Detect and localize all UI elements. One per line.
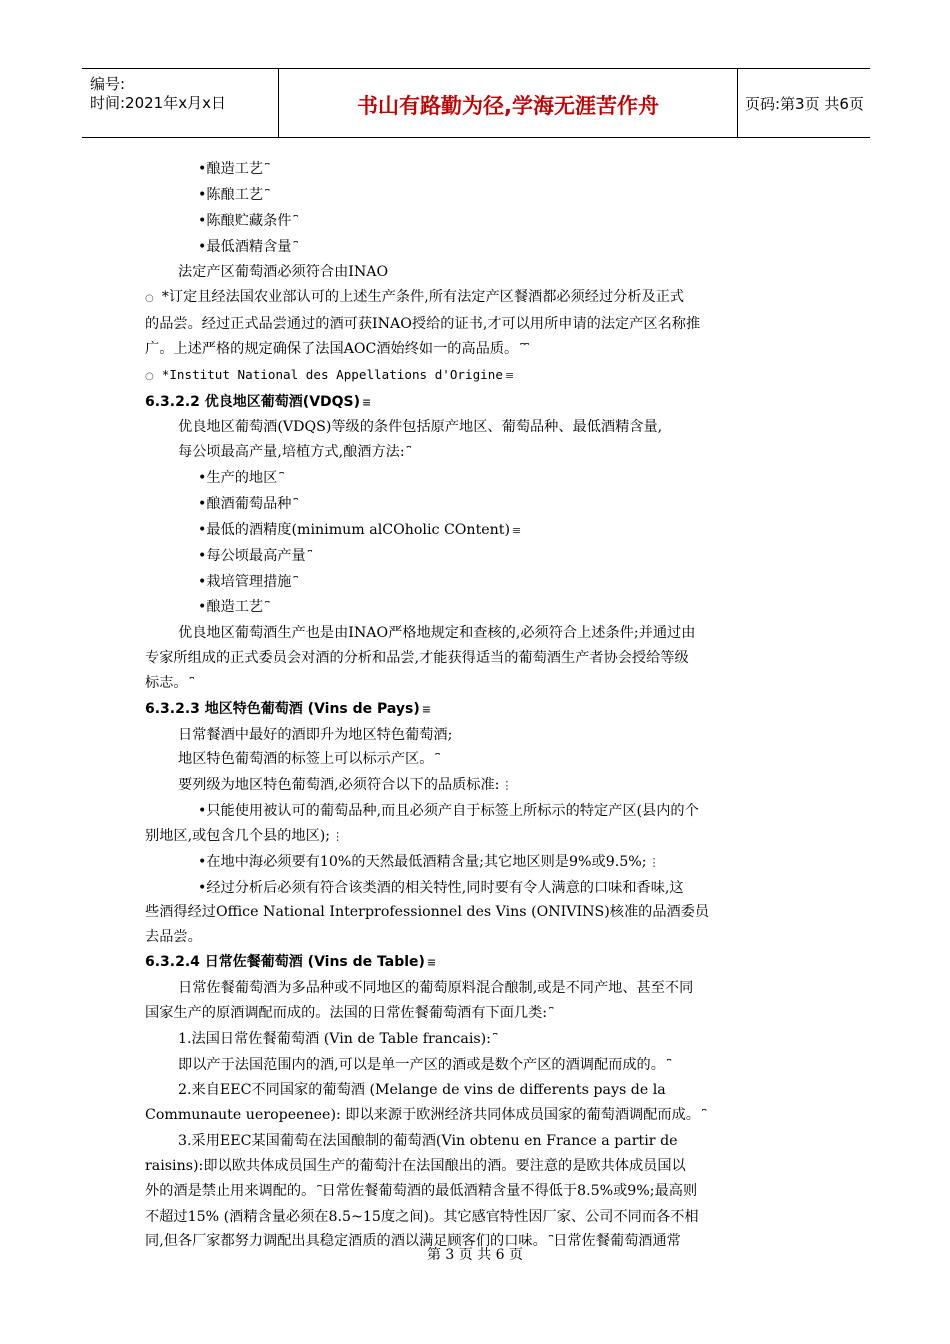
paragraph-line: 优良地区葡萄酒(VDQS)等级的条件包括原产地区、葡萄品种、最低酒精含量, bbox=[178, 419, 663, 436]
paragraph-line: 法定产区葡萄酒必须符合由INAO bbox=[178, 264, 389, 281]
paragraph-mark-icon: ⎴ bbox=[293, 575, 298, 589]
header-motto: 书山有路勤为径,学海无涯苦作舟 bbox=[357, 94, 659, 118]
paragraph-mark-icon: ⎴ bbox=[279, 472, 284, 486]
paragraph-mark-icon: ⎴ bbox=[492, 1032, 498, 1046]
paragraph-line: 专家所组成的正式委员会对酒的分析和品尝,才能获得适当的葡萄酒生产者协会授给等级 bbox=[145, 650, 689, 667]
paragraph-mark-icon: ⎴ bbox=[293, 214, 298, 228]
paragraph-mark-icon: ≡ bbox=[512, 523, 522, 537]
document-body bbox=[145, 157, 807, 1255]
list-item: •酿酒葡萄品种 ⎴ bbox=[198, 495, 298, 512]
paragraph-mark-icon: ⋮ bbox=[332, 829, 344, 843]
paragraph-line: 日常餐酒中最好的酒即升为地区特色葡萄酒; bbox=[178, 726, 453, 743]
paragraph-mark-icon: ⎴⎴ bbox=[520, 342, 530, 356]
paragraph-line: 国家生产的原酒调配而成的。法国的日常佐餐葡萄酒有下面几类: ⎴ bbox=[145, 1004, 554, 1021]
paragraph-line: 外的酒是禁止用来调配的。 ⎴日常佐餐葡萄酒的最低酒精含量不得低于8.5%或9%;最高则 bbox=[145, 1182, 698, 1199]
list-item: •栽培管理措施 ⎴ bbox=[198, 573, 298, 590]
paragraph-mark-icon: ⎴ bbox=[265, 601, 270, 615]
document-date: 时间:2021年x月x日 bbox=[90, 94, 226, 112]
paragraph-mark-icon: ⎴ bbox=[549, 1006, 554, 1020]
paragraph-line: 的品尝。经过正式品尝通过的酒可获INAO授给的证书,才可以用所申请的法定产区名称推 bbox=[145, 316, 701, 333]
paragraph-mark-icon: ⎴ bbox=[548, 1235, 554, 1249]
paragraph-mark-icon: ⋮ bbox=[501, 779, 513, 793]
list-item: •最低酒精含量 ⎴ bbox=[198, 238, 298, 255]
paragraph-mark-icon: ⎴ bbox=[435, 753, 440, 767]
paragraph-mark-icon: ≡ bbox=[504, 368, 515, 382]
page-footer: 第 3 页 共 6 页 bbox=[426, 1247, 524, 1263]
paragraph-line: raisins):即以欧共体成员国生产的葡萄汁在法国酿出的酒。要注意的是欧共体成员国以 bbox=[145, 1157, 686, 1174]
paragraph-line: 地区特色葡萄酒的标签上可以标示产区。 ⎴ bbox=[178, 751, 440, 768]
paragraph-line: 别地区,或包含几个县的地区); ⋮ bbox=[145, 827, 344, 844]
page-header bbox=[82, 68, 870, 138]
paragraph-line: 2.来自EEC不同国家的葡萄酒 (Melange de vins de differents pays de la bbox=[178, 1082, 666, 1099]
paragraph-mark-icon: ⎴ bbox=[317, 1184, 322, 1198]
list-item: •酿造工艺 ⎴ bbox=[198, 161, 270, 177]
paragraph-mark-icon: ⎴ bbox=[189, 676, 194, 690]
paragraph-mark-icon: ≡ bbox=[421, 702, 431, 716]
paragraph-mark-icon: ⎴ bbox=[666, 1058, 672, 1072]
header-page-cell bbox=[739, 69, 870, 137]
paragraph-line: •在地中海必须要有10%的天然最低酒精含量;其它地区则是9%或9.5%; ⋮ bbox=[198, 853, 660, 870]
section-heading: 6.3.2.2 优良地区葡萄酒(VDQS) ≡ bbox=[145, 393, 372, 410]
list-item: •陈酿工艺 ⎴ bbox=[198, 186, 270, 203]
paragraph-line: 1.法国日常佐餐葡萄酒 (Vin de Table francais): ⎴ bbox=[178, 1030, 498, 1047]
paragraph-line: 3.采用EEC某国葡萄在法国酿制的葡萄酒(Vin obtenu en France a partir de bbox=[178, 1133, 678, 1150]
paragraph-mark-icon: ⋮ bbox=[648, 855, 660, 869]
paragraph-line: 些酒得经过Office National Interprofessionnel des Vins (ONIVINS)核准的品酒委员 bbox=[145, 904, 710, 921]
paragraph-mark-icon: ⎴ bbox=[307, 549, 313, 563]
paragraph-mark-icon: ⎴ bbox=[293, 497, 298, 511]
paragraph-line: 广。上述严格的规定确保了法国AOC酒始终如一的高品质。 ⎴⎴ bbox=[145, 340, 530, 357]
paragraph-line: 优良地区葡萄酒生产也是由INAO严格地规定和查核的,必须符合上述条件;并通过由 bbox=[178, 625, 696, 642]
footnote-line: ○ *Institut National des Appellations d'Origine ≡ bbox=[145, 366, 515, 382]
list-item: •酿造工艺 ⎴ bbox=[198, 599, 270, 616]
list-item: •陈酿贮藏条件 ⎴ bbox=[198, 212, 298, 229]
paragraph-line: 不超过15% (酒精含量必须在8.5~15度之间)。其它感官特性因厂家、公司不同而各不相 bbox=[145, 1208, 699, 1225]
paragraph-mark-icon: ⎴ bbox=[293, 240, 298, 254]
paragraph-line: ○ *订定且经法国农业部认可的上述生产条件,所有法定产区餐酒都必须经过分析及正式 bbox=[145, 289, 685, 306]
circle-bullet-icon: ○ bbox=[145, 370, 154, 382]
paragraph-mark-icon: ⎴ bbox=[406, 446, 412, 460]
paragraph-line: •只能使用被认可的葡萄品种,而且必须产自于标签上所标示的特定产区(县内的个 bbox=[198, 803, 699, 820]
paragraph-mark-icon: ⎴ bbox=[265, 163, 270, 176]
header-meta-cell bbox=[82, 69, 279, 137]
list-item: •最低的酒精度(minimum alCOholic COntent) ≡ bbox=[198, 521, 522, 538]
paragraph-line: 日常佐餐葡萄酒为多品种或不同地区的葡萄原料混合酿制,或是不同产地、甚至不同 bbox=[178, 980, 694, 996]
paragraph-mark-icon: ≡ bbox=[426, 956, 437, 970]
paragraph-line: 要列级为地区特色葡萄酒,必须符合以下的品质标准: ⋮ bbox=[178, 777, 513, 794]
paragraph-line: 即以产于法国范围内的酒,可以是单一产区的酒或是数个产区的酒调配而成的。 ⎴ bbox=[178, 1056, 672, 1073]
paragraph-line: 去品尝。 bbox=[145, 929, 202, 946]
section-heading: 6.3.2.3 地区特色葡萄酒 (Vins de Pays) ≡ bbox=[145, 700, 431, 717]
document-code-label: 编号: bbox=[90, 75, 126, 93]
paragraph-mark-icon: ⎴ bbox=[701, 1109, 707, 1123]
paragraph-line: 每公顷最高产量,培植方式,酿酒方法: ⎴ bbox=[178, 444, 412, 461]
paragraph-mark-icon: ⎴ bbox=[265, 188, 270, 202]
list-item: •每公顷最高产量 ⎴ bbox=[198, 547, 313, 564]
circle-bullet-icon: ○ bbox=[145, 293, 154, 305]
list-item: •生产的地区 ⎴ bbox=[198, 470, 284, 487]
paragraph-line: Communaute ueropeenee): 即以来源于欧洲经济共同体成员国家的葡萄酒调配而成。 ⎴ bbox=[145, 1107, 707, 1124]
header-motto-cell bbox=[279, 69, 738, 137]
paragraph-line: 同,但各厂家都努力调配出具稳定酒质的酒以满足顾客们的口味。 ⎴日常佐餐葡萄酒通常 bbox=[145, 1233, 681, 1250]
section-heading: 6.3.2.4 日常佐餐葡萄酒 (Vins de Table) ≡ bbox=[145, 954, 437, 971]
paragraph-line: •经过分析后必须有符合该类酒的相关特性,同时要有令人满意的口味和香味,这 bbox=[198, 879, 684, 896]
header-page-number: 页码:第3页 共6页 bbox=[745, 95, 864, 113]
paragraph-mark-icon: ≡ bbox=[362, 395, 372, 409]
paragraph-line: 标志。 ⎴ bbox=[145, 674, 194, 691]
